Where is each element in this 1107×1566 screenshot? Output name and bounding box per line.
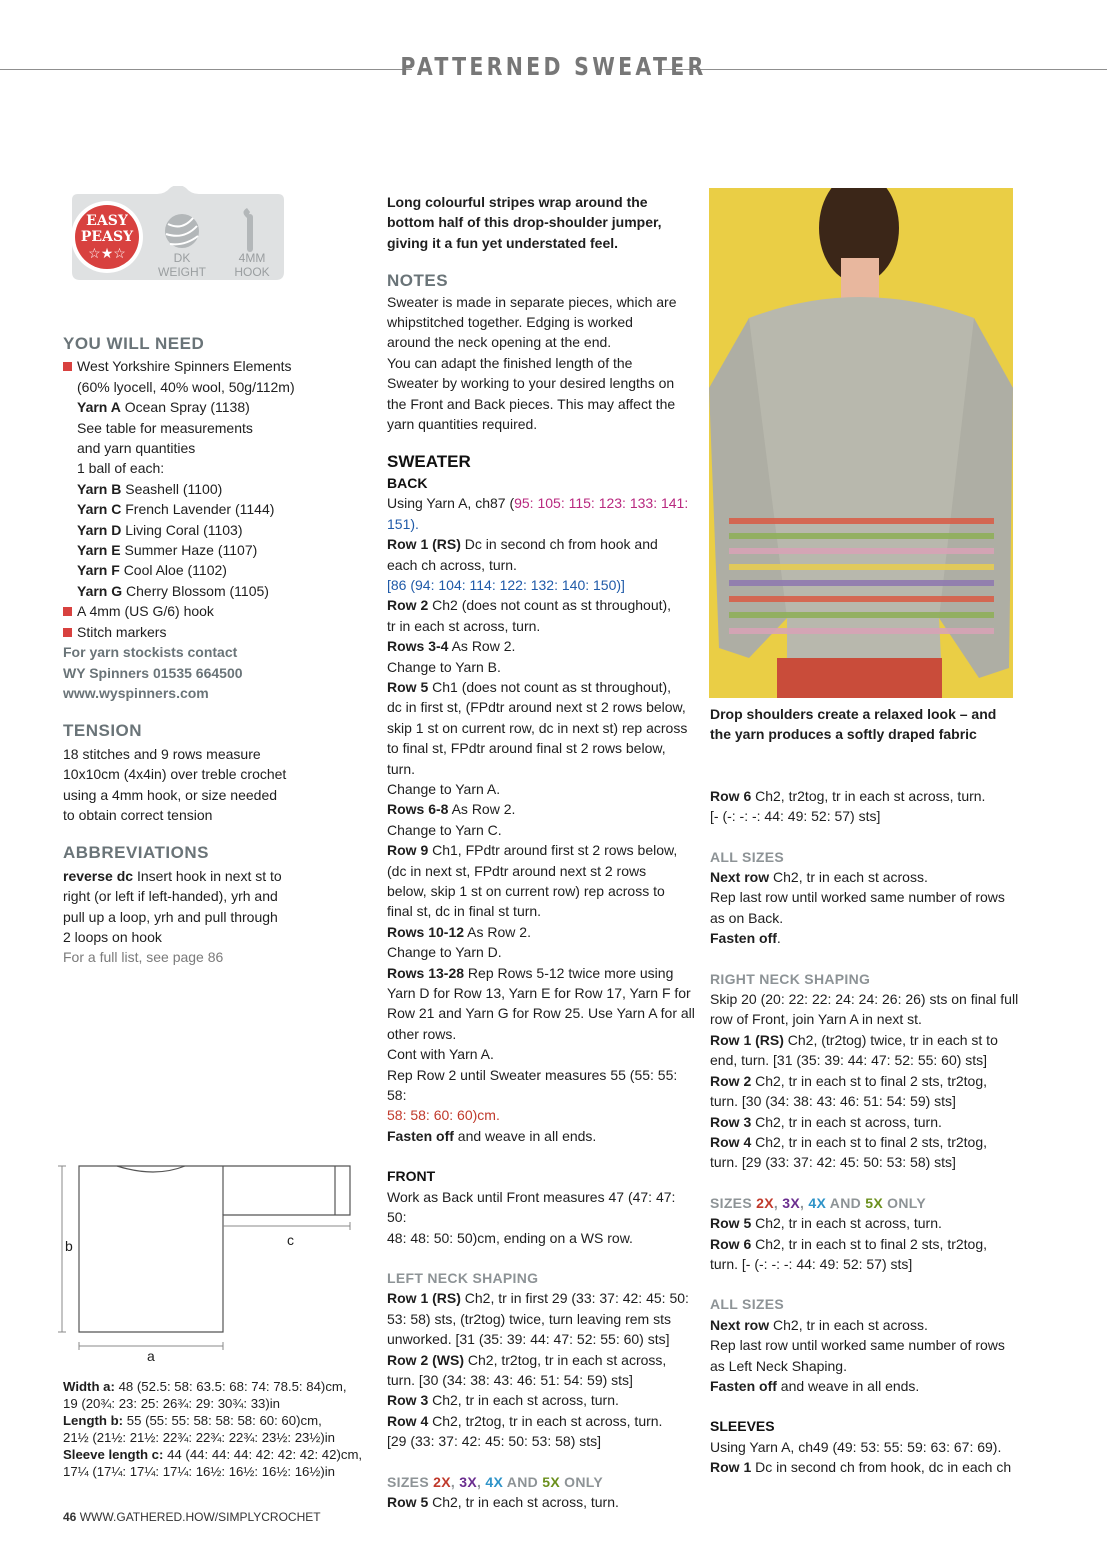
rep-last-row-1b: as on Back. [710,909,784,926]
need-hook: A 4mm (US G/6) hook [63,601,363,621]
back-rows-13-28: Rows 13-28 Rep Rows 5-12 twice more using [387,964,674,981]
left-fasten-off: Fasten off. [710,930,781,947]
measurements-block [63,1378,363,1480]
sleeve-in: 17¼ (17¼: 17¼: 17¼: 16½: 16½: 16½: 16½)in [63,1464,336,1479]
back-row-1: Row 1 (RS) Dc in second ch from hook and [387,536,658,553]
left-row-6b: [- (-: -: -: 44: 49: 52: 57) sts] [710,808,881,825]
notes-line-6: the Front and Back pieces. This may affect the [387,395,676,412]
contact-website-link[interactable]: www.wyspinners.com [63,684,209,701]
back-rows-13-28c: Row 21 and Yarn G for Row 25. Use Yarn A for all [387,1005,695,1022]
left-row-2b: turn. [30 (34: 38: 43: 46: 51: 54: 59) sts] [387,1371,633,1388]
tension-line-1: 18 stitches and 9 rows measure [63,745,261,762]
skip-line-1: Skip 20 (20: 22: 22: 24: 24: 26: 26) sts on final full [710,991,1019,1008]
tension-line-3: using a 4mm hook, or size needed [63,786,278,803]
right-row-6: Row 6 Ch2, tr in each st to final 2 sts, tr2tog, [710,1235,988,1252]
footer-url-link[interactable]: WWW.GATHERED.HOW/SIMPLYCROCHET [79,1510,321,1524]
right-fasten-off: Fasten off and weave in all ends. [710,1377,920,1394]
badge-peasy-text: PEASY [80,229,134,245]
notes-heading: NOTES [387,271,449,291]
intro-line-1: Long colourful stripes wrap around the [387,194,648,210]
rep-last-row-2b: as Left Neck Shaping. [710,1357,847,1374]
contact-line-1: For yarn stockists contact [63,644,238,661]
back-row-5b: dc in first st, (FPdtr around next st 2 rows below, [387,699,686,716]
front-heading: FRONT [387,1168,436,1185]
sizes-heading-left: SIZES 2X, 3X, 4X AND 5X ONLY [387,1473,603,1490]
tension-line-2: 10x10cm (4x4in) over treble crochet [63,766,287,783]
garment-diagram [55,1160,365,1370]
rep-row-2: Rep Row 2 until Sweater measures 55 (55: 55: 58: [387,1066,678,1104]
sweater-photo [709,188,1013,698]
back-row-5: Row 5 Ch1 (does not count as st throughout), [387,678,672,695]
left-row-6: Row 6 Ch2, tr2tog, tr in each st across, turn. [710,787,986,804]
need-yarn-e: Yarn E Summer Haze (1107) [77,542,258,559]
weight-label-2: WEIGHT [158,265,206,279]
right-row-4: Row 4 Ch2, tr in each st to final 2 sts, tr2tog, [710,1133,988,1150]
page-title: PATTERNED SWEATER [400,52,707,81]
left-row-4: Row 4 Ch2, tr2tog, tr in each st across, turn. [387,1412,663,1429]
width-in: 19 (20¾: 23: 25: 26¾: 29: 30¾: 33)in [63,1396,281,1411]
change-yarn-b: Change to Yarn B. [387,658,501,675]
need-yarn-a: Yarn A Ocean Spray (1138) [77,399,250,416]
back-ch-line: Using Yarn A, ch87 (95: 105: 115: 123: 133: 141: [387,495,689,512]
left-row-1b: 53: 58) sts, (tr2tog) twice, turn leaving rem sts [387,1310,671,1327]
left-row-1c: unworked. [31 (35: 39: 44: 47: 52: 55: 60) sts] [387,1331,670,1348]
abbr-full-list-link[interactable]: For a full list, see page 86 [63,949,224,966]
need-yarn-f: Yarn F Cool Aloe (1102) [77,562,227,579]
left-row-5: Row 5 Ch2, tr in each st across, turn. [387,1493,619,1510]
badge-stars: ☆★☆ [88,245,126,261]
caption-line-2: the yarn produces a softly draped fabric [710,726,977,743]
left-row-2: Row 2 (WS) Ch2, tr2tog, tr in each st across, [387,1351,667,1368]
column-right [710,704,1020,1478]
left-row-1: Row 1 (RS) Ch2, tr in first 29 (33: 37: 42: 45: 50: [387,1290,689,1307]
left-row-3: Row 3 Ch2, tr in each st across, turn. [387,1392,619,1409]
abbr-line-3: pull up a loop, yrh and pull through [63,908,278,925]
diagram-label-a: a [147,1348,155,1364]
right-row-5: Row 5 Ch2, tr in each st across, turn. [710,1215,942,1232]
notes-line-7: yarn quantities required. [387,416,538,433]
need-yarn-brand: West Yorkshire Spinners Elements [63,356,363,376]
back-fasten-off: Fasten off and weave in all ends. [387,1127,597,1144]
need-yarn-fibre: (60% lyocell, 40% wool, 50g/112m) [77,378,295,395]
caption-line-1: Drop shoulders create a relaxed look – and [710,706,997,722]
right-row-2b: turn. [30 (34: 38: 43: 46: 51: 54: 59) sts] [710,1093,956,1110]
need-yarn-c: Yarn C French Lavender (1144) [77,501,275,518]
need-ball: 1 ball of each: [77,460,165,477]
left-neck-heading: LEFT NECK SHAPING [387,1269,539,1286]
left-row-4b: [29 (33: 37: 42: 45: 50: 53: 58) sts] [387,1433,602,1450]
sleeves-row-1: Row 1 Dc in second ch from hook, dc in each ch [710,1459,1012,1476]
weight-label-1: DK [173,251,191,265]
change-yarn-c: Change to Yarn C. [387,821,502,838]
abbr-line-4: 2 loops on hook [63,928,162,945]
back-row-1b: each ch across, turn. [387,556,517,573]
next-row-2: Next row Ch2, tr in each st across. [710,1316,928,1333]
sweater-heading: SWEATER [387,452,471,472]
hook-label-1: 4MM [238,251,266,265]
back-rows-13-28b: Yarn D for Row 13, Yarn E for Row 17, Yarn F for [387,985,691,1002]
diagram-label-c: c [287,1232,294,1248]
front-line-1: Work as Back until Front measures 47 (47: 47: 50: [387,1188,676,1226]
notes-line-3: around the neck opening at the end. [387,334,612,351]
back-ch-line-2: 151). [387,515,419,532]
need-yarn-d: Yarn D Living Coral (1103) [77,521,243,538]
abbr-line-2: right (or left if left-handed), yrh and [63,888,278,905]
back-heading: BACK [387,474,428,491]
right-neck-heading: RIGHT NECK SHAPING [710,970,871,987]
right-row-4b: turn. [29 (33: 37: 42: 45: 50: 53: 58) sts] [710,1154,956,1171]
back-row-5c: skip 1 st on current row, dc in next st) rep across [387,719,688,736]
back-row-9b: (dc in next st, FPdtr around next st 2 rows [387,862,647,879]
right-row-2: Row 2 Ch2, tr in each st to final 2 sts, tr2tog, [710,1072,988,1089]
yarn-ball-icon [165,214,199,248]
right-row-3: Row 3 Ch2, tr in each st across, turn. [710,1113,942,1130]
back-rows-10-12: Rows 10-12 As Row 2. [387,923,531,940]
column-middle [387,192,697,1512]
tension-heading: TENSION [63,721,143,741]
right-row-6b: turn. [- (-: -: -: 44: 49: 52: 57) sts] [710,1255,913,1272]
rep-row-2b: 58: 58: 60: 60)cm. [387,1107,500,1124]
right-row-1b: end, turn. [31 (35: 39: 44: 47: 52: 55: 60) sts] [710,1052,988,1069]
sleeves-heading: SLEEVES [710,1418,775,1435]
need-see-table-1: See table for measurements [77,419,253,436]
badge-easy-text: EASY [86,213,128,229]
sleeves-line-1: Using Yarn A, ch49 (49: 53: 55: 59: 63: 67: 69). [710,1438,1002,1455]
back-rows-3-4: Rows 3-4 As Row 2. [387,638,516,655]
need-heading: YOU WILL NEED [63,334,205,353]
sleeve-cm: Sleeve length c: 44 (44: 44: 44: 42: 42: 42: 42)cm, [63,1447,363,1462]
cont-yarn-a: Cont with Yarn A. [387,1046,494,1063]
back-row-5d: to final st, FPdtr around final st 2 rows below, [387,740,666,757]
change-yarn-d: Change to Yarn D. [387,944,502,961]
abbr-line-1: reverse dc Insert hook in next st to [63,867,282,884]
back-row-2: Row 2 Ch2 (does not count as st throughout), [387,597,672,614]
back-row-1c: [86 (94: 104: 114: 122: 132: 140: 150)] [387,576,625,593]
notes-line-5: Sweater by working to your desired lengths on [387,375,675,392]
front-line-2: 48: 48: 50: 50)cm, ending on a WS row. [387,1229,633,1246]
length-cm: Length b: 55 (55: 55: 58: 58: 58: 60: 60)cm, [63,1413,322,1428]
contact-line-2: WY Spinners 01535 664500 [63,664,243,681]
notes-line-2: whipstitched together. Edging is worked [387,314,633,331]
need-markers: Stitch markers [63,622,363,642]
column-left [63,334,363,968]
all-sizes-heading-1: ALL SIZES [710,848,785,865]
back-row-2b: tr in each st across, turn. [387,617,541,634]
rep-last-row-2: Rep last row until worked same number of rows [710,1337,1005,1354]
change-yarn-a: Change to Yarn A. [387,780,501,797]
need-see-table-2: and yarn quantities [77,440,196,457]
length-in: 21½ (21½: 21½: 22¾: 22¾: 22¾: 23½: 23½)in [63,1430,336,1445]
need-yarn-g: Yarn G Cherry Blossom (1105) [77,582,269,599]
back-rows-13-28d: other rows. [387,1025,457,1042]
need-yarn-b: Yarn B Seashell (1100) [77,480,223,497]
all-sizes-heading-2: ALL SIZES [710,1296,785,1313]
notes-line-1: Sweater is made in separate pieces, which are [387,293,677,310]
back-row-9d: final st, dc in final st turn. [387,903,542,920]
intro-line-2: bottom half of this drop-shoulder jumper, [387,214,662,231]
page-number: 46 [63,1510,77,1524]
back-row-9: Row 9 Ch1, FPdtr around first st 2 rows below, [387,842,678,859]
diagram-label-b: b [65,1238,73,1254]
skip-line-2: row of Front, join Yarn A in next st. [710,1011,922,1028]
difficulty-badge [62,186,294,286]
back-row-9c: below, skip 1 st on current row) rep across to [387,883,665,899]
intro-line-3: giving it a fun yet understated feel. [387,234,619,251]
back-row-5e: turn. [387,760,416,777]
notes-line-4: You can adapt the finished length of the [387,354,633,371]
hook-label-2: HOOK [234,265,270,279]
sizes-heading-right: SIZES 2X, 3X, 4X AND 5X ONLY [710,1194,926,1211]
right-row-1: Row 1 (RS) Ch2, (tr2tog) twice, tr in each st to [710,1031,998,1048]
tension-line-4: to obtain correct tension [63,806,213,823]
rep-last-row-1: Rep last row until worked same number of rows [710,889,1005,906]
back-rows-6-8: Rows 6-8 As Row 2. [387,801,516,818]
width-cm: Width a: 48 (52.5: 58: 63.5: 68: 74: 78.5: 84)cm, [63,1379,347,1394]
next-row-1: Next row Ch2, tr in each st across. [710,869,928,886]
abbreviations-heading: ABBREVIATIONS [63,843,209,863]
page-footer [63,1510,321,1524]
